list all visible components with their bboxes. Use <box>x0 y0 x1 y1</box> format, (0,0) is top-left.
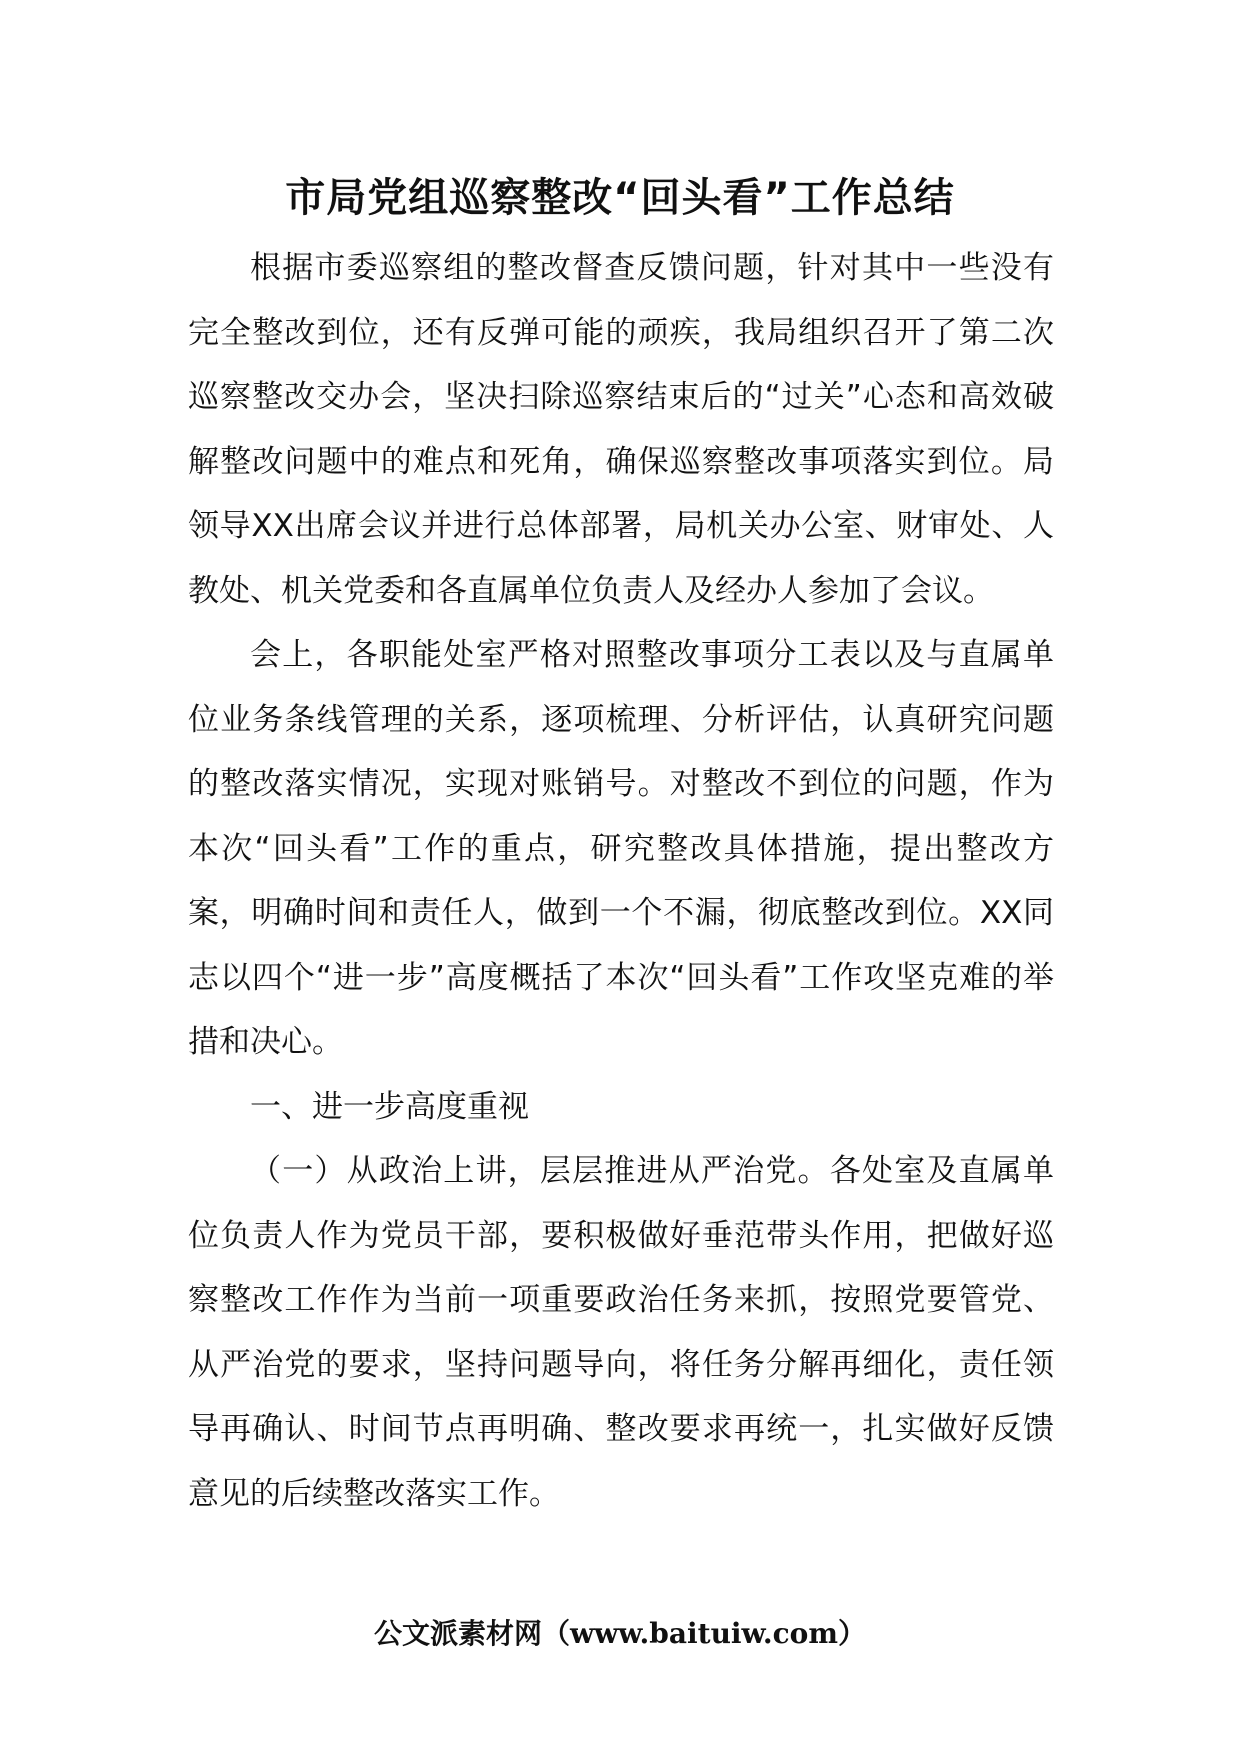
meeting-paragraph: 会上，各职能处室严格对照整改事项分工表以及与直属单位业务条线管理的关系，逐项梳理、分析评估，认真研究问题的整改落实情况，实现对账销号。对整改不到位的问题，作为本次“回头看”工作的重点，研究整改具体措施，提出整改方案，明确时间和责任人，做到一个不漏，彻底整改到位。XX同志以四个“进一步”高度概括了本次“回头看”工作攻坚克难的举措和决心。 <box>188 637 1054 1060</box>
intro-paragraph: 根据市委巡察组的整改督查反馈问题，针对其中一些没有完全整改到位，还有反弹可能的顽疾，我局组织召开了第二次巡察整改交办会，坚决扫除巡察结束后的“过关”心态和高效破解整改问题中的难点和死角，确保巡察整改事项落实到位。局领导XX出席会议并进行总体部署，局机关办公室、财审处、人教处、机关党委和各直属单位负责人及经办人参加了会议。 <box>188 250 1054 609</box>
document-title: 市局党组巡察整改“回头看”工作总结 <box>285 175 955 221</box>
footer-watermark: 公文派素材网（www.baituiw.com） <box>374 1617 866 1650</box>
document-body <box>188 236 1054 1526</box>
subsection-paragraph: （一）从政治上讲，层层推进从严治党。各处室及直属单位负责人作为党员干部，要积极做好垂范带头作用，把做好巡察整改工作作为当前一项重要政治任务来抓，按照党要管党、从严治党的要求，坚持问题导向，将任务分解再细化，责任领导再确认、时间节点再明确、整改要求再统一，扎实做好反馈意见的后续整改落实工作。 <box>188 1153 1054 1512</box>
section-heading: 一、进一步高度重视 <box>250 1088 529 1125</box>
